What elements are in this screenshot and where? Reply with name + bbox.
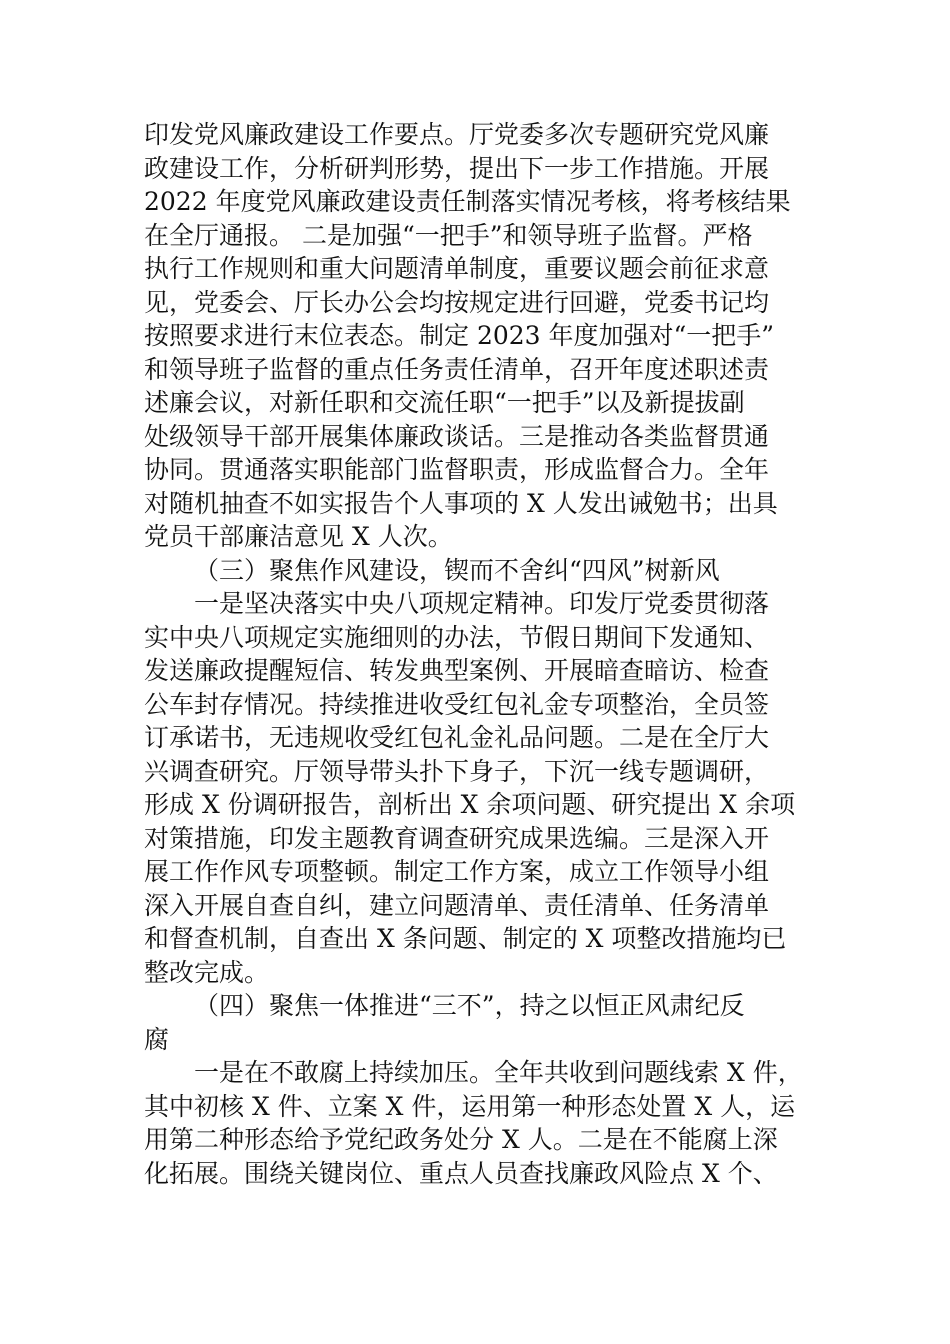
text-line: 一是在不敢腐上持续加压。全年共收到问题线索 X 件， bbox=[194, 1058, 803, 1087]
text-line: 政建设工作，分析研判形势，提出下一步工作措施。开展 bbox=[144, 153, 770, 183]
text-line: 党员干部廉洁意见 X 人次。 bbox=[144, 522, 453, 551]
text-line: 和领导班子监督的重点任务责任清单，召开年度述职述责 bbox=[144, 354, 770, 384]
text-line: 整改完成。 bbox=[144, 957, 270, 987]
text-line: 按照要求进行末位表态。制定 2023 年度加强对“一把手” bbox=[144, 321, 775, 350]
text-line: 用第二种形态给予党纪政务处分 X 人。二是在不能腐上深 bbox=[144, 1125, 778, 1154]
text-line: 2022 年度党风廉政建设责任制落实情况考核，将考核结果 bbox=[144, 187, 791, 216]
text-line: 对随机抽查不如实报告个人事项的 X 人发出诫勉书；出具 bbox=[144, 488, 778, 518]
text-line: 订承诺书，无违规收受红包礼金礼品问题。二是在全厅大 bbox=[144, 723, 770, 752]
text-line: 实中央八项规定实施细则的办法，节假日期间下发通知、 bbox=[144, 622, 770, 652]
text-line: 展工作作风专项整顿。制定工作方案，成立工作领导小组 bbox=[144, 857, 770, 886]
body-text bbox=[144, 118, 824, 1190]
text-line: 深入开展自查自纠，建立问题清单、责任清单、任务清单 bbox=[144, 890, 770, 920]
text-line: 协同。贯通落实职能部门监督职责，形成监督合力。全年 bbox=[144, 455, 770, 484]
text-line: 和督查机制，自查出 X 条问题、制定的 X 项整改措施均已 bbox=[144, 924, 787, 953]
text-line: 处级领导干部开展集体廉政谈话。三是推动各类监督贯通 bbox=[144, 421, 770, 451]
text-line: （三）聚焦作风建设，锲而不舍纠“四风”树新风 bbox=[194, 555, 720, 585]
text-line: 形成 X 份调研报告，剖析出 X 余项问题、研究提出 X 余项 bbox=[144, 790, 796, 819]
text-line: 化拓展。围绕关键岗位、重点人员查找廉政风险点 X 个、 bbox=[144, 1158, 778, 1188]
text-line: 兴调查研究。厅领导带头扑下身子，下沉一线专题调研， bbox=[144, 756, 770, 786]
text-line: 一是坚决落实中央八项规定精神。印发厅党委贯彻落 bbox=[194, 589, 770, 618]
text-line: 在全厅通报。 二是加强“一把手”和领导班子监督。严格 bbox=[144, 220, 753, 250]
text-line: 发送廉政提醒短信、转发典型案例、开展暗查暗访、检查 bbox=[144, 656, 770, 685]
text-line: 印发党风廉政建设工作要点。厅党委多次专题研究党风廉 bbox=[144, 120, 770, 149]
text-line: 其中初核 X 件、立案 X 件，运用第一种形态处置 X 人，运 bbox=[144, 1091, 796, 1121]
text-line: 见，党委会、厅长办公会均按规定进行回避，党委书记均 bbox=[144, 287, 770, 317]
text-line: 腐 bbox=[144, 1024, 170, 1054]
text-line: 述廉会议，对新任职和交流任职“一把手”以及新提拔副 bbox=[144, 388, 745, 417]
text-line: 对策措施，印发主题教育调查研究成果选编。三是深入开 bbox=[144, 823, 770, 853]
text-line: 执行工作规则和重大问题清单制度，重要议题会前征求意 bbox=[144, 254, 770, 283]
text-line: 公车封存情况。持续推进收受红包礼金专项整治，全员签 bbox=[144, 689, 770, 719]
text-line: （四）聚焦一体推进“三不”，持之以恒正风肃纪反 bbox=[194, 991, 745, 1020]
